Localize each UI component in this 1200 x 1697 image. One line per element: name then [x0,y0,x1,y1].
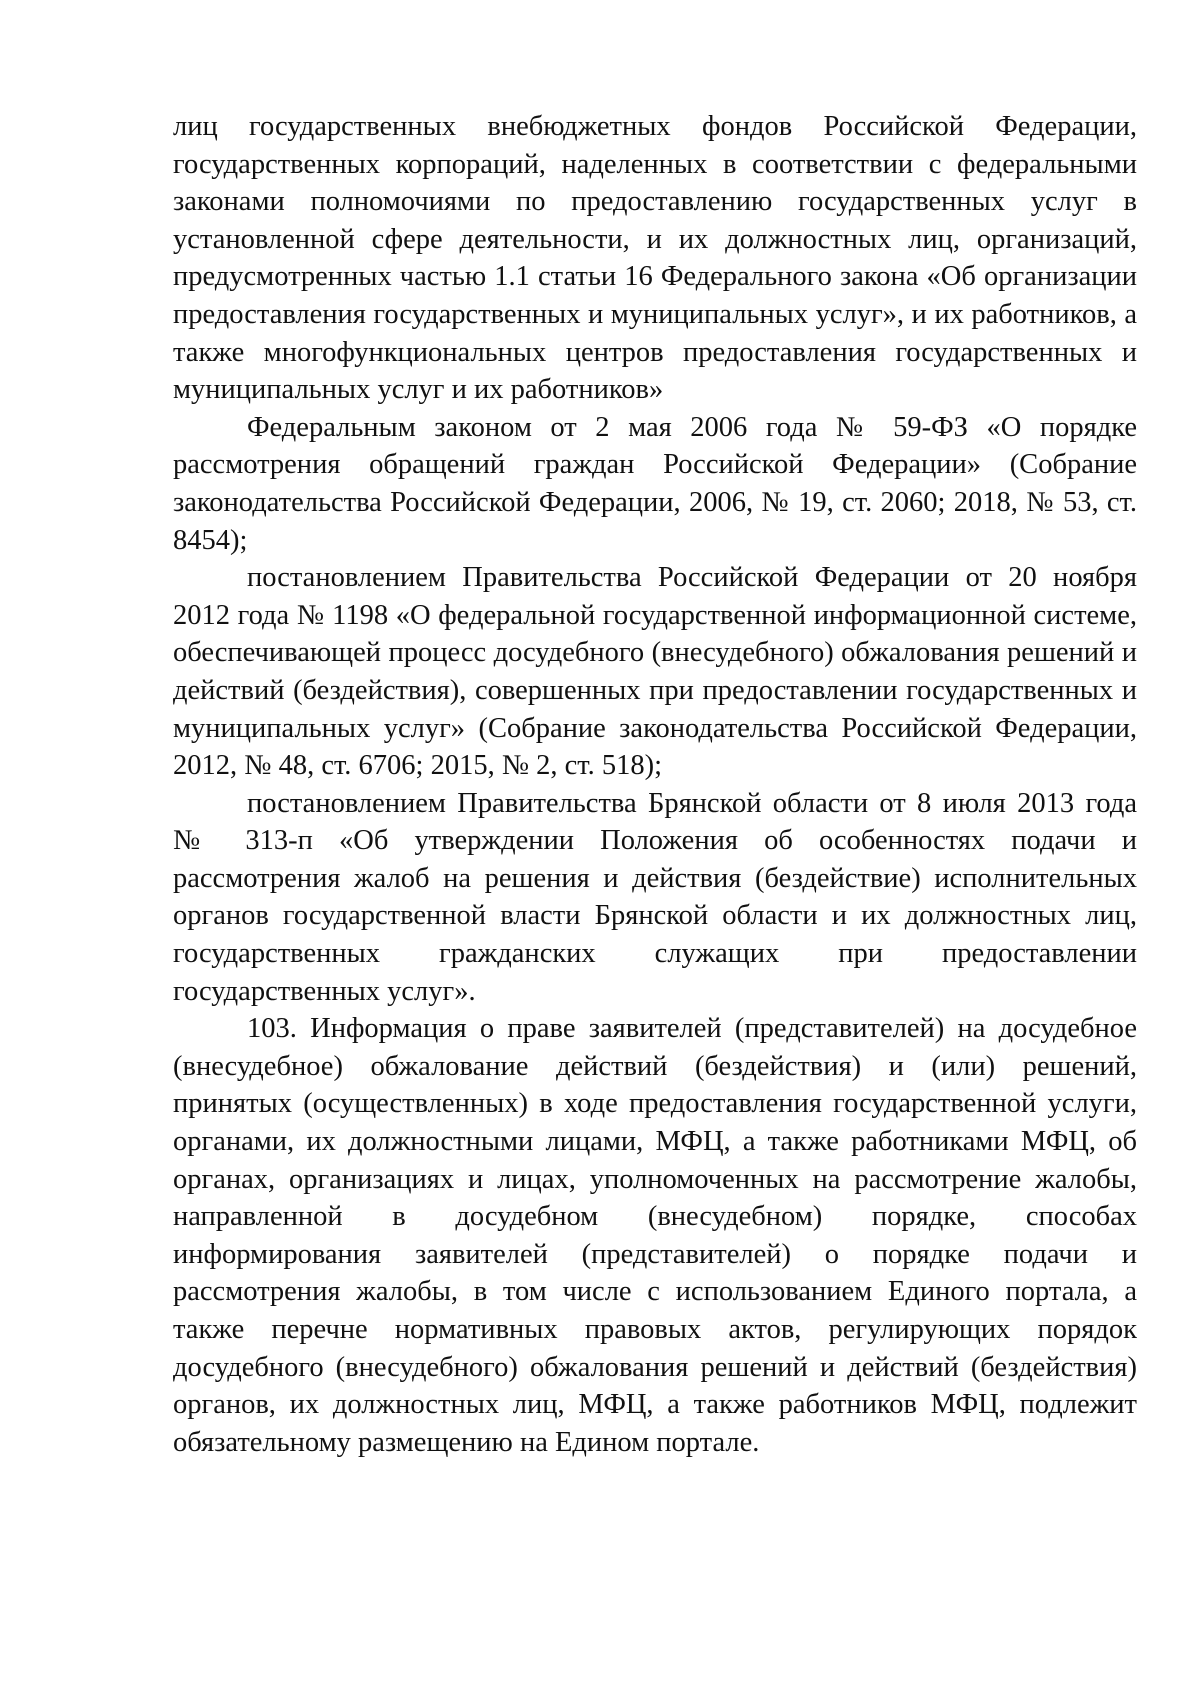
paragraph-government-decree-1198: постановлением Правительства Российской Федерации от 20 ноября 2012 года № 1198 «О федеральной государственной информационной системе, обеспечивающей процесс досудебного (внесудебного) обжалования решений и действий (бездействия), совершенных при предоставлении государственных и муниципальных услуг» (Собрание законодательства Российской Федерации, 2012, № 48, ст. 6706; 2015, № 2, ст. 518); [173,562,1137,782]
paragraph-bryansk-decree-313: постановлением Правительства Брянской области от 8 июля 2013 года № 313-п «Об утверждении Положения об особенностях подачи и рассмотрения жалоб на решения и действия (бездействие) исполнительных органов государственной власти Брянской области и их должностных лиц, государственных гражданских служащих при предоставлении государственных услуг». [173,787,1137,1007]
document-page [173,108,1137,1461]
paragraph-continuation: лиц государственных внебюджетных фондов Российской Федерации, государственных корпораций, наделенных в соответствии с федеральными законами полномочиями по предоставлению государственных услуг в установленной сфере деятельности, и их должностных лиц, организаций, предусмотренных частью 1.1 статьи 16 Федерального закона «Об организации предоставления государственных и муниципальных услуг», и их работников, а также многофункциональных центров предоставления государственных и муниципальных услуг и их работников» [173,111,1137,406]
paragraph-103-information: 103. Информация о праве заявителей (представителей) на досудебное (внесудебное) обжалование действий (бездействия) и (или) решений, принятых (осуществленных) в ходе предоставления государственной услуги, органами, их должностными лицами, МФЦ, а также работниками МФЦ, об органах, организациях и лицах, уполномоченных на рассмотрение жалобы, направленной в досудебном (внесудебном) порядке, способах информирования заявителей (представителей) о порядке подачи и рассмотрения жалобы, в том числе с использованием Единого портала, а также перечне нормативных правовых актов, регулирующих порядок досудебного (внесудебного) обжалования решений и действий (бездействия) органов, их должностных лиц, МФЦ, а также работников МФЦ, подлежит обязательному размещению на Едином портале. [173,1013,1137,1458]
paragraph-federal-law-59: Федеральным законом от 2 мая 2006 года № 59-ФЗ «О порядке рассмотрения обращений граждан Российской Федерации» (Собрание законодательства Российской Федерации, 2006, № 19, ст. 2060; 2018, № 53, ст. 8454); [173,411,1137,556]
